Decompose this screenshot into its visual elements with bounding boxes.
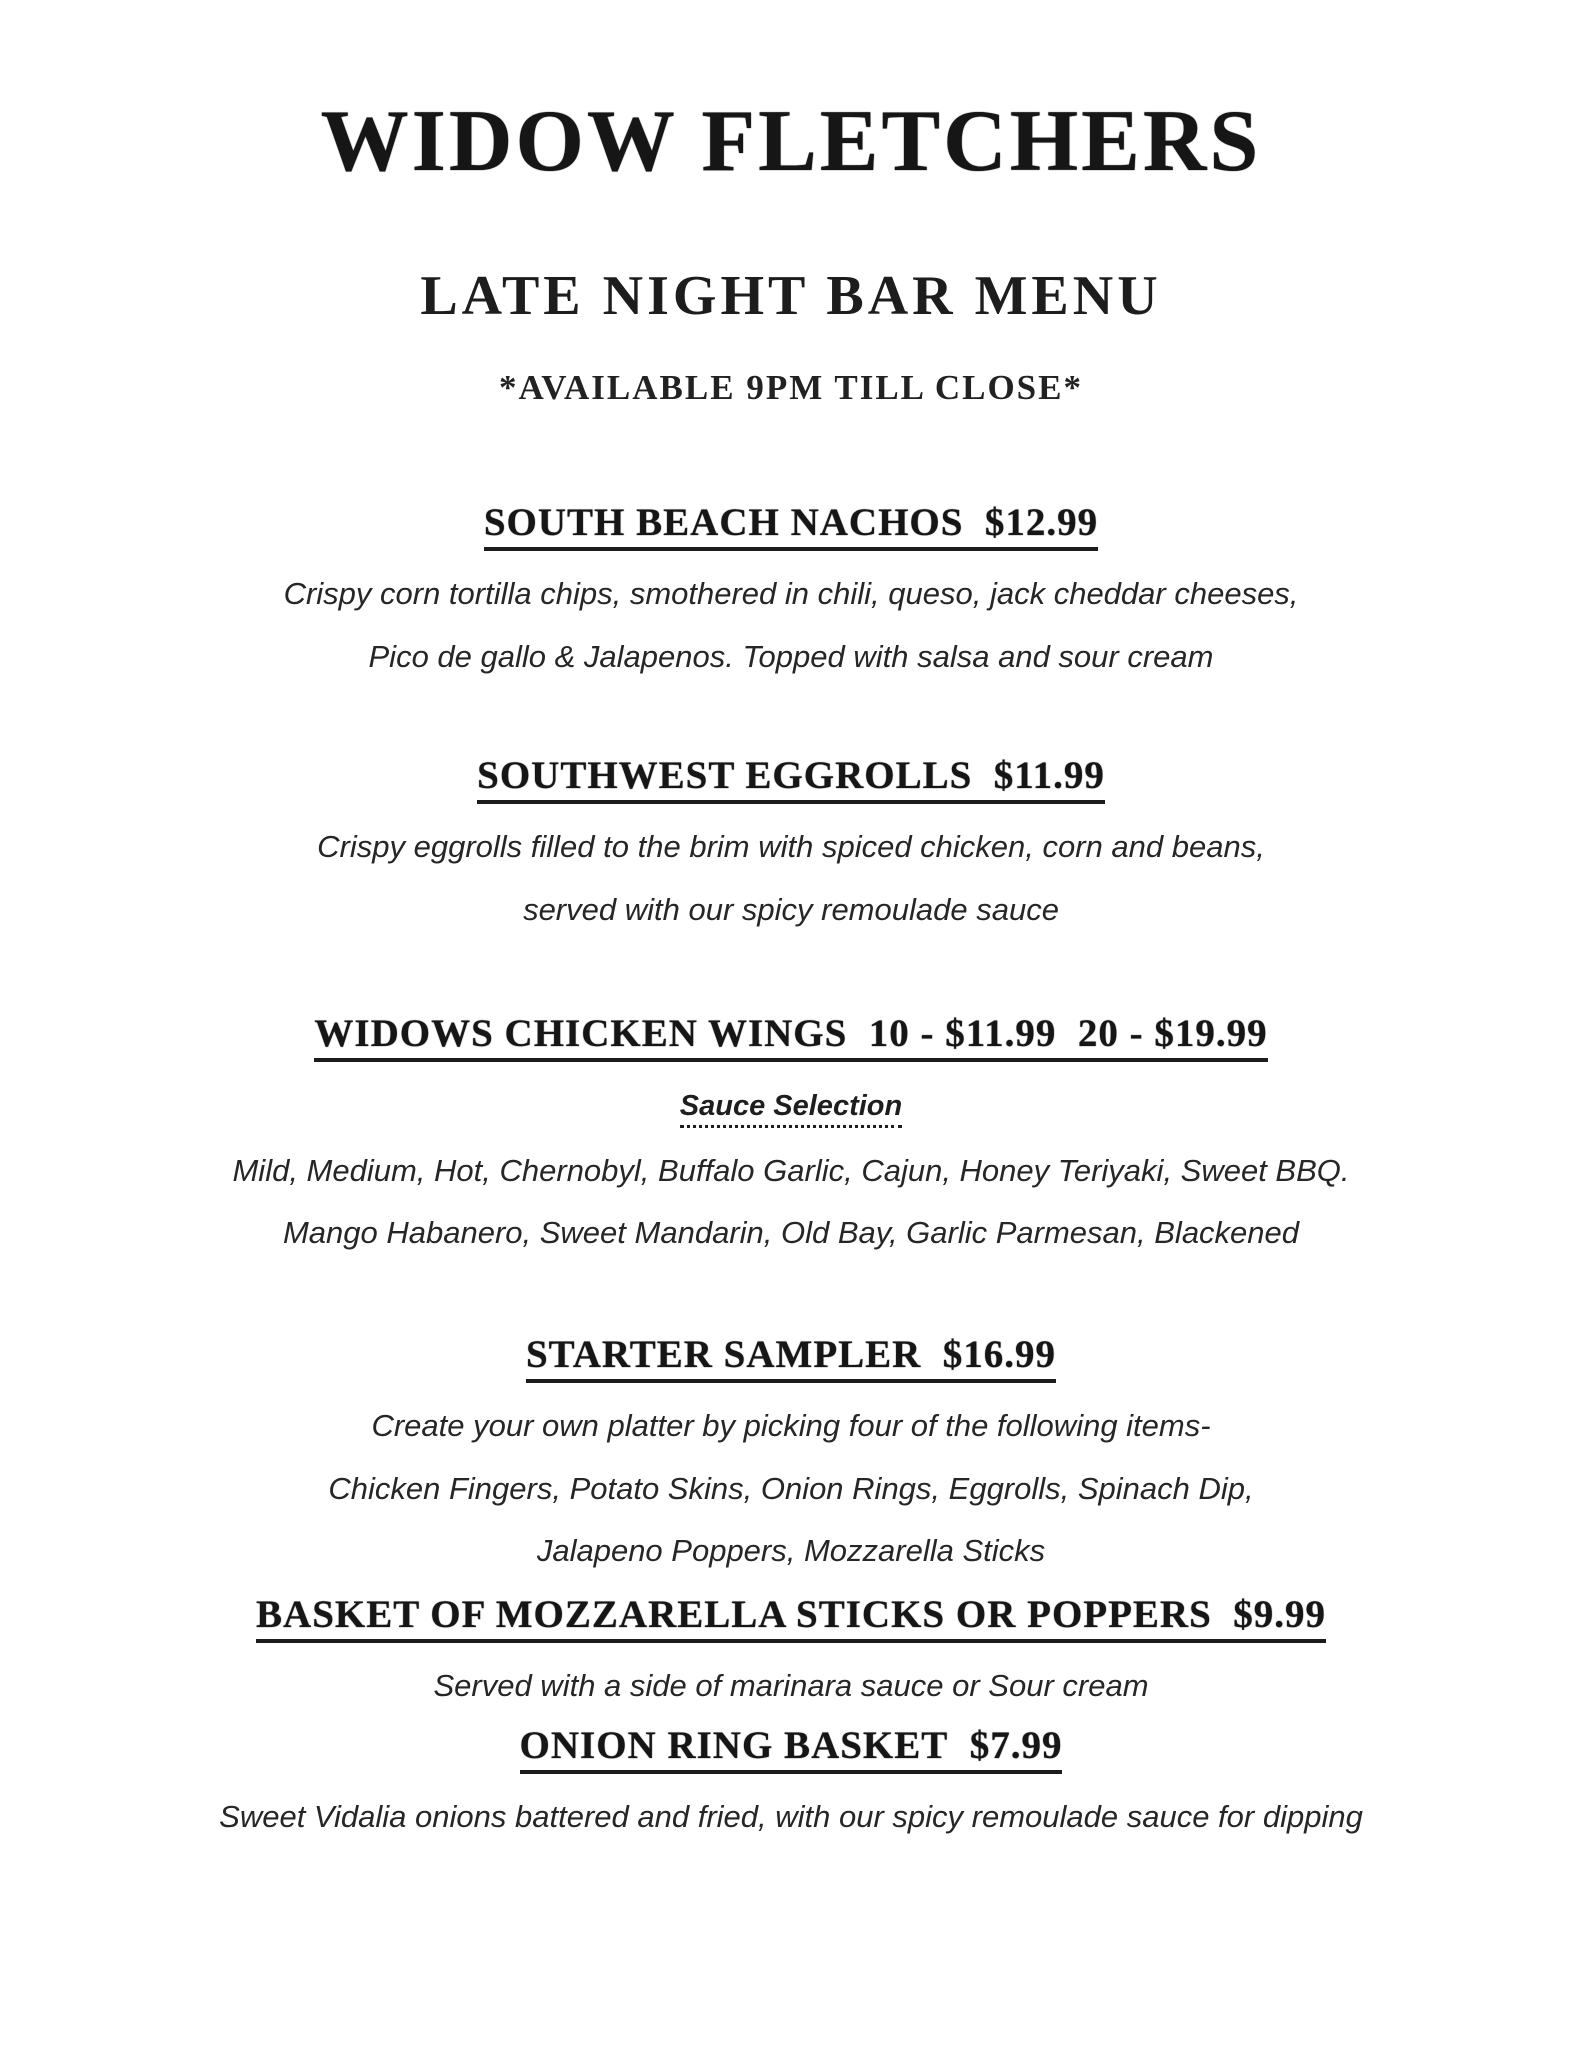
sauce-selection-heading <box>0 1090 1582 1128</box>
item-heading <box>0 754 1582 804</box>
sauce-selection-label: Sauce Selection <box>679 1089 903 1122</box>
item-heading-underline <box>314 1012 1267 1062</box>
item-heading <box>0 1012 1582 1062</box>
item-description-line: Served with a side of marinara sauce or Sour cream <box>433 1667 1149 1703</box>
availability-note: *AVAILABLE 9PM TILL CLOSE* <box>499 368 1083 407</box>
menu-header <box>0 93 1582 407</box>
item-price: $12.99 <box>984 501 1099 544</box>
menu-item-southwest-eggrolls <box>0 754 1582 929</box>
item-name: BASKET OF MOZZARELLA STICKS OR POPPERS <box>256 1593 1212 1637</box>
item-description-line: Chicken Fingers, Potato Skins, Onion Rings, Eggrolls, Spinach Dip, <box>328 1470 1254 1506</box>
menu-item-starter-sampler <box>0 1333 1582 1571</box>
menu-item-south-beach-nachos <box>0 501 1582 676</box>
item-description-line: served with our spicy remoulade sauce <box>523 891 1059 927</box>
menu-item-mozzarella-basket <box>0 1593 1582 1706</box>
item-heading <box>0 1593 1582 1643</box>
item-heading <box>0 1333 1582 1383</box>
item-description-line: Pico de gallo & Jalapenos. Topped with salsa and sour cream <box>368 638 1214 674</box>
item-heading-underline <box>256 1593 1326 1643</box>
sauce-list-line: Mild, Medium, Hot, Chernobyl, Buffalo Garlic, Cajun, Honey Teriyaki, Sweet BBQ. <box>232 1152 1350 1188</box>
item-price: $9.99 <box>1233 1593 1326 1637</box>
item-description-line: Create your own platter by picking four of the following items- <box>371 1407 1211 1443</box>
item-price: $16.99 <box>942 1333 1057 1377</box>
item-heading <box>0 1724 1582 1774</box>
item-heading-underline <box>520 1724 1063 1774</box>
item-description-line: Jalapeno Poppers, Mozzarella Sticks <box>536 1533 1046 1569</box>
sauce-list-line: Mango Habanero, Sweet Mandarin, Old Bay, Garlic Parmesan, Blackened <box>282 1215 1300 1251</box>
item-name: STARTER SAMPLER <box>525 1333 922 1377</box>
item-heading-underline <box>484 501 1098 551</box>
menu-subtitle: LATE NIGHT BAR MENU <box>420 265 1162 327</box>
item-description-line: Crispy corn tortilla chips, smothered in chili, queso, jack cheddar cheeses, <box>283 575 1299 611</box>
item-heading <box>0 501 1582 551</box>
item-name: SOUTH BEACH NACHOS <box>483 501 964 544</box>
sauce-selection-underline <box>680 1090 902 1128</box>
item-price: 10 - $11.99 20 - $19.99 <box>868 1011 1268 1055</box>
item-description-line: Crispy eggrolls filled to the brim with spiced chicken, corn and beans, <box>317 829 1265 865</box>
item-name: WIDOWS CHICKEN WINGS <box>314 1011 848 1055</box>
menu-item-onion-ring-basket <box>0 1724 1582 1837</box>
item-price: $11.99 <box>993 754 1105 798</box>
item-heading-underline <box>477 754 1105 804</box>
item-description-line: Sweet Vidalia onions battered and fried, with our spicy remoulade sauce for dipping <box>219 1798 1363 1834</box>
item-price: $7.99 <box>969 1723 1063 1767</box>
restaurant-title: WIDOW FLETCHERS <box>320 93 1262 190</box>
menu-item-widows-chicken-wings <box>0 1012 1582 1253</box>
item-heading-underline <box>526 1333 1056 1383</box>
item-name: SOUTHWEST EGGROLLS <box>477 754 973 798</box>
item-name: ONION RING BASKET <box>519 1723 949 1767</box>
